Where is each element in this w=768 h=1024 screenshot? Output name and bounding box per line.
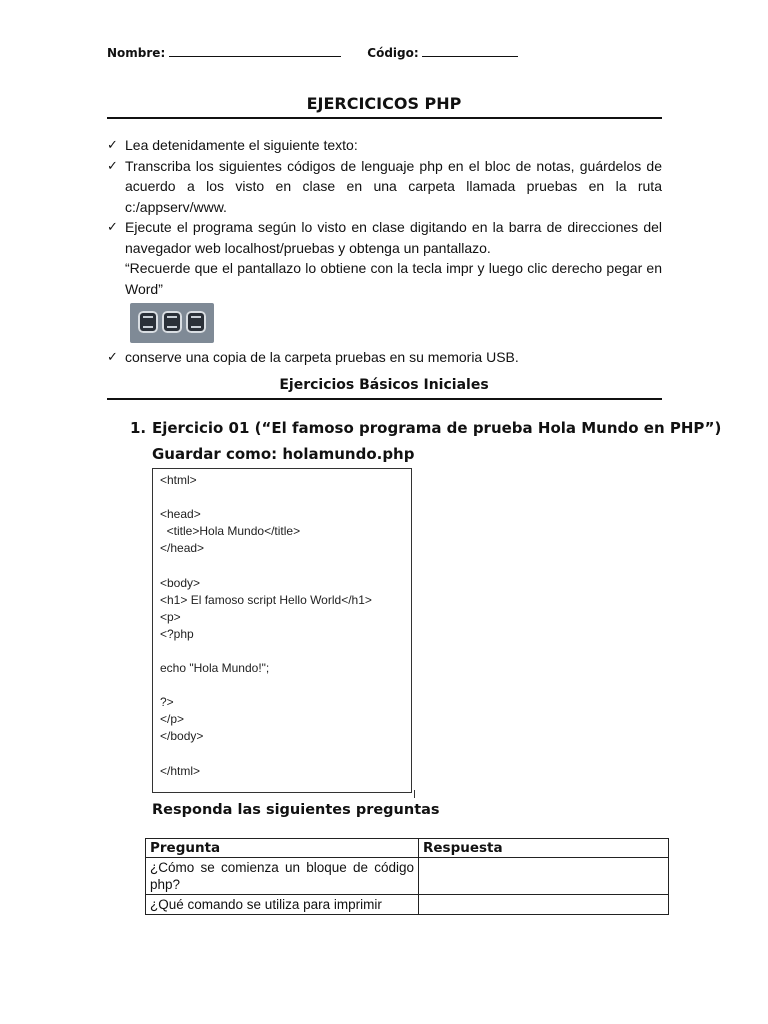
- instruction-text: Ejecute el programa según lo visto en clase digitando en la barra de direcciones del navegador web localhost/pruebas y obtenga un pantallazo.: [125, 219, 662, 256]
- code-line: <title>Hola Mundo</title>: [160, 524, 301, 539]
- code-lines: [160, 472, 372, 780]
- question-cell: ¿Cómo se comienza un bloque de código php?: [146, 858, 419, 895]
- instruction-text: Lea detenidamente el siguiente texto:: [125, 137, 358, 153]
- checkmark-icon: ✓: [107, 137, 118, 152]
- key-icon: [186, 311, 206, 333]
- section-title: Ejercicios Básicos Iniciales: [279, 377, 489, 393]
- code-line: <h1> El famoso script Hello World</h1>: [160, 592, 372, 607]
- instruction-item: [107, 135, 662, 156]
- code-line: <?php: [160, 626, 194, 641]
- save-as-label: Guardar como: holamundo.php: [152, 445, 415, 463]
- nombre-label: Nombre:: [107, 46, 166, 60]
- section-divider: [107, 398, 662, 400]
- codigo-label: Código:: [367, 46, 419, 60]
- code-line: [160, 489, 372, 506]
- code-line: </body>: [160, 729, 204, 744]
- key-icon: [162, 311, 182, 333]
- code-line: </head>: [160, 541, 205, 556]
- keyboard-keys-image: [130, 303, 214, 343]
- instruction-text: conserve una copia de la carpeta pruebas en su memoria USB.: [125, 349, 519, 365]
- instruction-item: [107, 156, 662, 218]
- question-cell: ¿Qué comando se utiliza para imprimir: [146, 895, 419, 915]
- code-line: [160, 643, 372, 660]
- code-line: [160, 746, 372, 763]
- column-header-pregunta: Pregunta: [146, 839, 419, 858]
- code-line: <html>: [160, 473, 197, 487]
- table-row: [146, 895, 669, 915]
- checkmark-icon: ✓: [107, 157, 118, 173]
- instruction-quote: “Recuerde que el pantallazo lo obtiene con la tecla impr y luego clic derecho pegar en Word”: [125, 260, 662, 297]
- document-title: EJERCICICOS PHP: [306, 94, 462, 113]
- code-listing: [152, 468, 412, 793]
- column-header-respuesta: Respuesta: [419, 839, 669, 858]
- exercise-number: 1.: [130, 419, 147, 437]
- table-header-row: [146, 839, 669, 858]
- checkmark-icon: ✓: [107, 349, 118, 364]
- answer-cell[interactable]: [419, 895, 669, 915]
- code-line: <body>: [160, 575, 201, 590]
- code-line: <head>: [160, 507, 201, 522]
- nombre-field[interactable]: [169, 55, 341, 57]
- instruction-item: [107, 217, 662, 299]
- answer-cell[interactable]: [419, 858, 669, 895]
- impr-key-icon: [138, 311, 158, 333]
- exercise-title: [130, 419, 721, 437]
- title-divider: [107, 117, 662, 119]
- codigo-field[interactable]: [422, 55, 518, 57]
- code-line: <p>: [160, 609, 181, 624]
- questions-table: [145, 838, 669, 915]
- code-line: </p>: [160, 712, 185, 727]
- checkmark-icon: ✓: [107, 219, 118, 234]
- instruction-text: Transcriba los siguientes códigos de lenguaje php en el bloc de notas, guárdelos de acuerdo a los visto en clase en una carpeta llamada pruebas en la ruta c:/appserv/www.: [125, 157, 662, 215]
- instruction-item: [107, 347, 662, 368]
- student-header: [107, 46, 518, 60]
- table-row: [146, 858, 669, 895]
- code-line: [160, 557, 372, 574]
- code-line: [160, 677, 372, 694]
- code-line: echo "Hola Mundo!";: [160, 661, 270, 676]
- exercise-title-text: Ejercicio 01 (“El famoso programa de prueba Hola Mundo en PHP”): [152, 419, 722, 437]
- code-line: </html>: [160, 763, 201, 778]
- code-line: ?>: [160, 695, 174, 710]
- instructions-list: [107, 135, 662, 368]
- questions-heading: Responda las siguientes preguntas: [152, 802, 440, 818]
